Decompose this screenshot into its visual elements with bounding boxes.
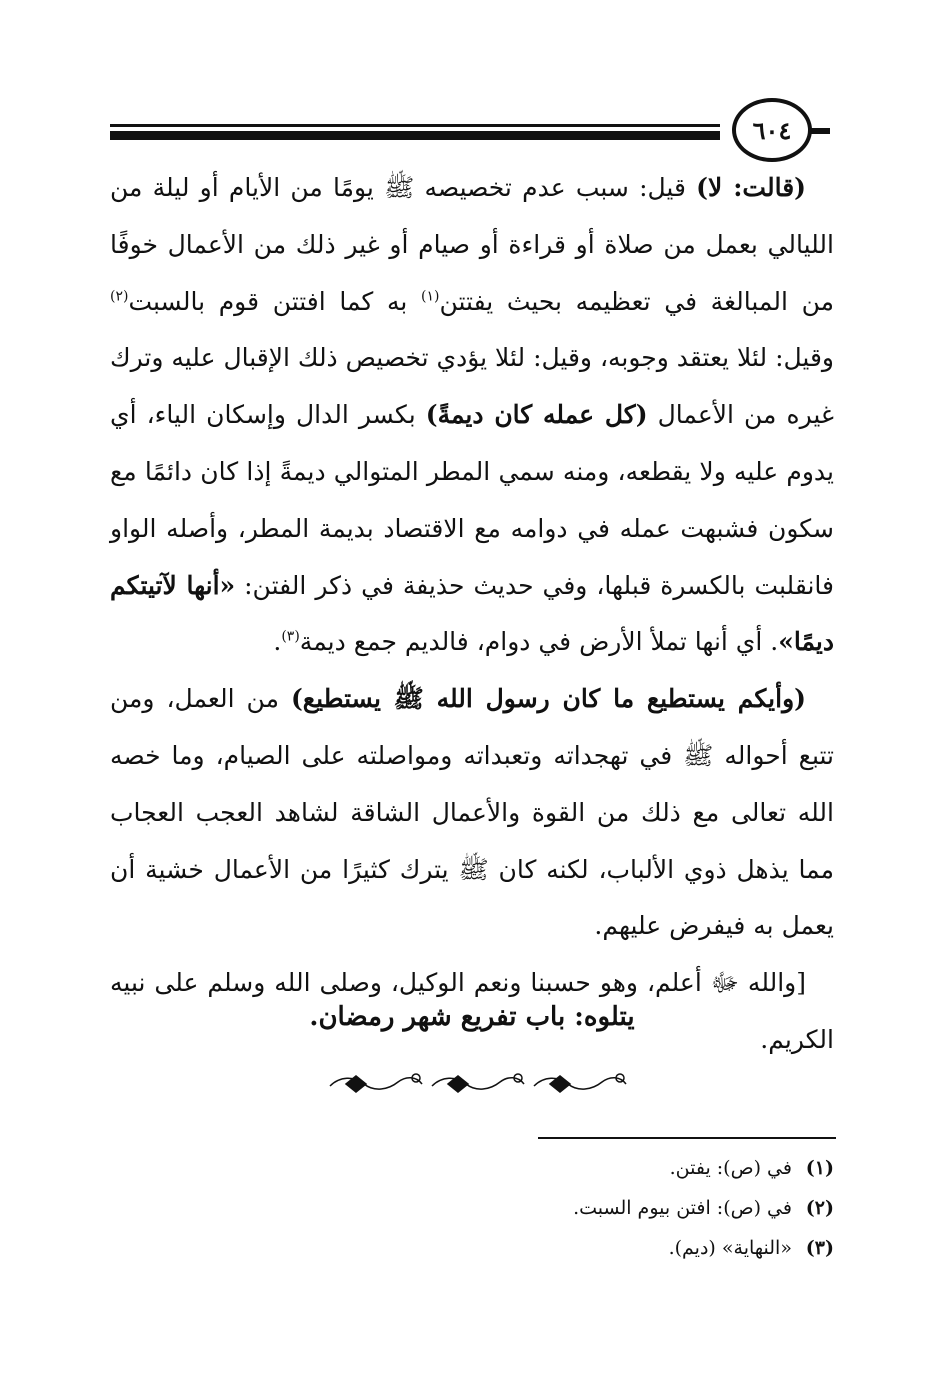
footnote-text: «النهاية» (ديم). <box>668 1237 792 1259</box>
footnote-separator <box>538 1137 836 1139</box>
quote-open: (قالت: لا) <box>696 173 806 202</box>
header-rule-end <box>810 128 830 134</box>
p1-text-1: قيل: سبب عدم تخصيصه ﷺ يومًا من الأيام أو ليلة من الليالي بعمل من صلاة أو قراءة أو صيام أو غير ذلك من الأعمال خوفًا من المبالغة في تعظيمه بحيث يفتتن <box>110 173 834 316</box>
footnote-3 <box>110 1228 834 1268</box>
p1-text-4: بكسر الدال وإسكان الياء، أي يدوم عليه ولا يقطعه، ومنه سمي المطر المتوالي ديمةً إذا كان دائمًا مع سكون فشبهت عمله في دوامه مع الاقتصاد بديمة المطر، وأصله الواو فانقلبت بالكسرة قبلها، وفي حديث حذيفة في ذكر الفتن: <box>110 400 834 600</box>
quote-bold-3: (وأيكم يستطيع ما كان رسول الله ﷺ يستطيع) <box>290 684 806 714</box>
quote-bold-2: «أنها لآتيتكم ديمًا» <box>110 570 834 657</box>
footnote-number: (٢) <box>805 1197 834 1219</box>
footnote-number: (٣) <box>805 1237 834 1259</box>
page-number: ٦٠٤ <box>732 98 812 162</box>
header-rule-thick <box>110 131 720 140</box>
footnote-number: (١) <box>805 1157 834 1179</box>
footnote-ref-1[interactable]: (١) <box>420 288 440 305</box>
footnote-ref-3[interactable]: (٣) <box>281 629 300 646</box>
continues-heading: يتلوه: باب تفريع شهر رمضان. <box>309 1002 635 1032</box>
p1-end: . <box>273 627 282 657</box>
paragraph-1 <box>110 160 834 671</box>
footnote-text: في (ص): افتن بيوم السبت. <box>573 1197 792 1219</box>
p3-text: [والله ﷻ أعلم، وهو حسبنا ونعم الوكيل، وصلى الله وسلم على نبيه الكريم. <box>110 968 834 1054</box>
footnotes <box>110 1148 834 1268</box>
floral-divider-icon <box>320 1064 632 1098</box>
paragraph-2 <box>110 671 834 955</box>
footnote-1 <box>110 1148 834 1188</box>
main-text <box>110 160 834 1069</box>
p1-text-2: به كما افتتن قوم بالسبت <box>128 286 421 316</box>
p1-text-5: . أي أنها تملأ الأرض في دوام، فالديم جمع ديمة <box>299 627 779 657</box>
footnote-ref-2[interactable]: (٢) <box>110 288 129 305</box>
quote-bold-1: (كل عمله كان ديمةً) <box>425 400 648 430</box>
header-rule-thin <box>110 124 720 127</box>
footnote-2 <box>110 1188 834 1228</box>
p2-text: من العمل، ومن تتبع أحواله ﷺ في تهجداته وتعبداته ومواصلته على الصيام، وما خصه الله تعالى مع ذلك من القوة والأعمال الشاقة لشاهد العجب العجاب مما يذهل ذوي الألباب، لكنه كان ﷺ يترك كثيرًا من الأعمال خشية أن يعمل به فيفرض عليهم. <box>110 684 834 941</box>
p1-text-3: وقيل: لئلا يعتقد وجوبه، وقيل: لئلا يؤدي تخصيص ذلك الإقبال عليه وترك غيره من الأعمال <box>109 343 834 430</box>
footnote-text: في (ص): يفتن. <box>669 1157 792 1179</box>
